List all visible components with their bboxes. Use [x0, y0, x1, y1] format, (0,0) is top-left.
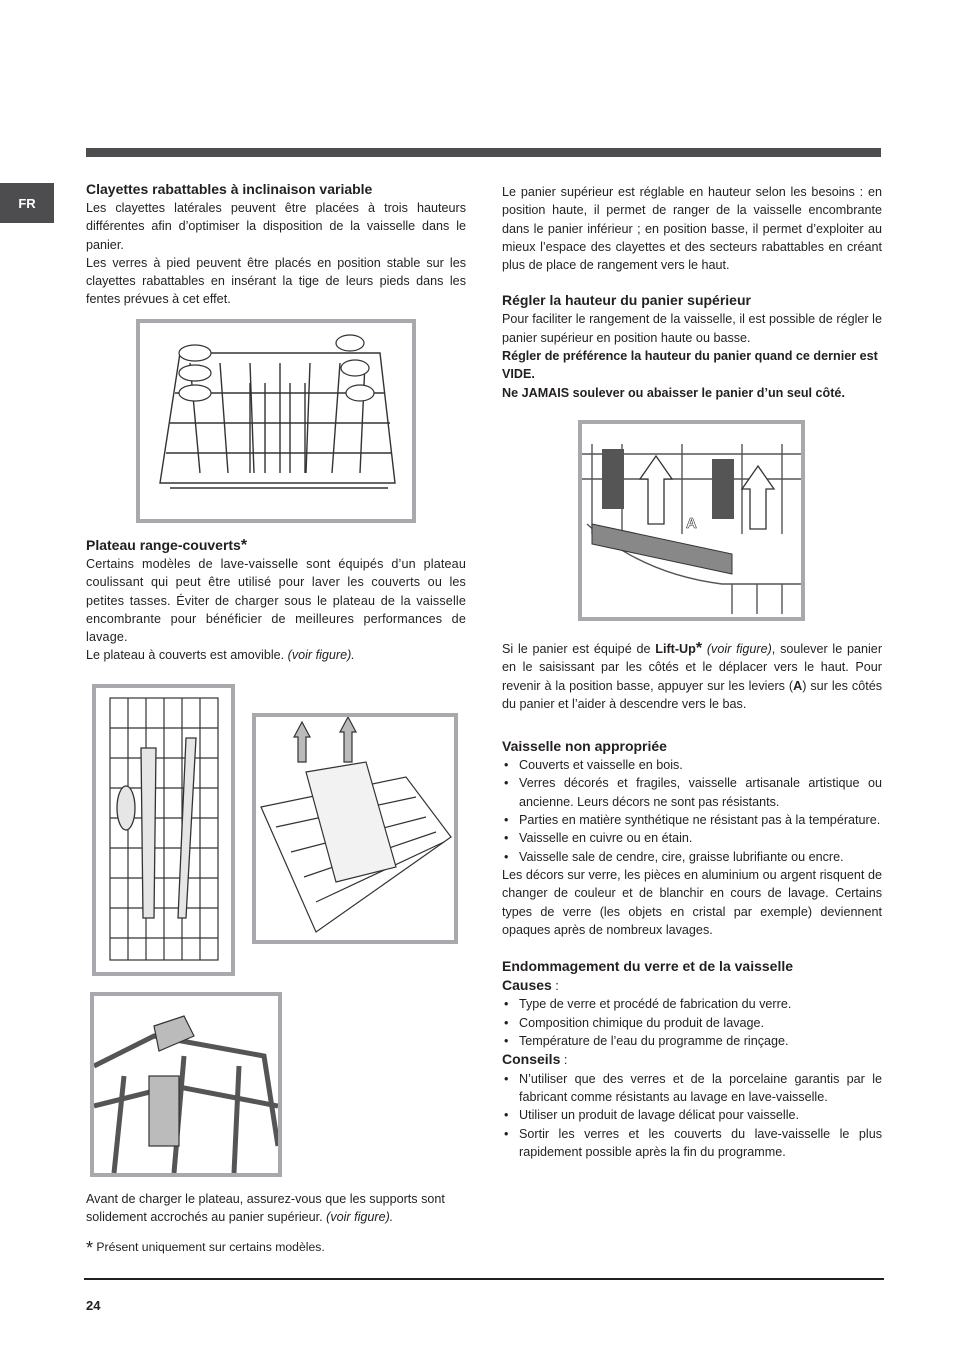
right-column-lower — [502, 640, 882, 1161]
footer-rule — [84, 1278, 884, 1280]
clayettes-paragraph-2: Les verres à pied peuvent être placés en position stable sur les clayettes rabattables en insérant la tige de leurs pieds dans les fentes prévues à cet effet. — [86, 255, 466, 307]
tray-supports-illustration — [94, 996, 278, 1173]
tray-note-paragraph: Avant de charger le plateau, assurez-vous que les supports sont solidement accrochés au panier supérieur. (voir figure). — [86, 1192, 445, 1225]
figure-cutlery-tray — [92, 684, 235, 976]
causes-list — [502, 995, 882, 1050]
list-item: • Température de l’eau du programme de rinçage. — [502, 1032, 882, 1050]
list-item: • Utiliser un produit de lavage délicat pour vaisselle. — [502, 1106, 882, 1124]
tray-removal-illustration — [256, 717, 454, 940]
lift-up-paragraph: Si le panier est équipé de Lift-Up* (voir figure), soulever le panier en le saisissant par les côtés et le déplacer vers le haut. Pour revenir à la position basse, appuyer sur les leviers (A) sur les côtés du panier et l’aider à descendre vers le bas. — [502, 640, 883, 711]
list-item: • N’utiliser que des verres et de la porcelaine garantis par le fabricant comme résistants au lavage en lave-vaisselle. — [502, 1070, 882, 1107]
list-item: • Type de verre et procédé de fabrication du verre. — [502, 995, 882, 1013]
section-title-height: Régler la hauteur du panier supérieur — [502, 292, 751, 309]
causes-heading: Causes : — [502, 977, 559, 994]
right-column — [502, 183, 882, 402]
lever-label-a: A — [686, 515, 697, 532]
list-item: • Sortir les verres et les couverts du lave-vaisselle le plus rapidement possible après la fin du programme. — [502, 1125, 882, 1162]
language-tab: FR — [0, 183, 54, 223]
basket-intro-paragraph: Le panier supérieur est réglable en hauteur selon les besoins : en position haute, il permet de ranger de la vaisselle encombrante dans le panier inférieur ; en position basse, il permet d’exploiter au mieux l’espace des clayettes et des secteurs rabattables en créant plus de place de rangement vers le haut. — [502, 185, 882, 273]
section-title-damage: Endommagement du verre et de la vaisselle — [502, 958, 794, 975]
section-title-plateau: Plateau range-couverts* — [86, 537, 248, 554]
height-warning-2: Ne JAMAIS soulever ou abaisser le panier d’un seul côté. — [502, 385, 845, 400]
tray-note — [86, 1190, 466, 1227]
section-title-unsuitable: Vaisselle non appropriée — [502, 738, 667, 755]
height-warning-1: Régler de préférence la hauteur du panier quand ce dernier est VIDE. — [502, 349, 878, 382]
left-column — [86, 180, 466, 309]
figure-tray-supports — [90, 992, 282, 1177]
clayettes-paragraph-1: Les clayettes latérales peuvent être placées à trois hauteurs différentes afin d’optimiser la disposition de la vaisselle dans le panier. — [86, 201, 466, 252]
figure-tray-removal — [252, 713, 458, 944]
footnote: * Présent uniquement sur certains modèles. — [86, 1238, 325, 1258]
height-paragraph: Pour faciliter le rangement de la vaisselle, il est possible de régler le panier supérieur en position haute ou basse. — [502, 312, 882, 345]
conseils-heading: Conseils : — [502, 1051, 568, 1068]
plateau-paragraph-2: Le plateau à couverts est amovible. (voir figure). — [86, 648, 355, 663]
cutlery-tray-illustration — [96, 688, 231, 972]
list-item: • Composition chimique du produit de lavage. — [502, 1014, 882, 1032]
list-item: • Parties en matière synthétique ne résistant pas à la température. — [502, 811, 882, 829]
list-item: • Vaisselle sale de cendre, cire, graisse lubrifiante ou encre. — [502, 848, 882, 866]
section-plateau — [86, 536, 466, 665]
basket-illustration — [140, 323, 412, 519]
unsuitable-paragraph: Les décors sur verre, les pièces en aluminium ou argent risquent de changer de couleur et de blanchir en cours de lavage. Certains types de verre (les objets en cristal par exemple) deviennent opaques après de nombreux lavages. — [502, 867, 882, 937]
conseils-list — [502, 1070, 882, 1161]
header-bar — [86, 148, 881, 157]
list-item: • Vaisselle en cuivre ou en étain. — [502, 829, 882, 847]
lift-up-illustration — [582, 424, 801, 617]
figure-foldable-shelves — [136, 319, 416, 523]
page-number: 24 — [86, 1298, 101, 1313]
section-title-clayettes: Clayettes rabattables à inclinaison variable — [86, 181, 373, 197]
list-item: • Verres décorés et fragiles, vaisselle artisanale artistique ou ancienne. Leurs décors ne sont pas résistants. — [502, 774, 882, 811]
figure-lift-up — [578, 420, 805, 621]
unsuitable-list — [502, 756, 882, 866]
list-item: • Couverts et vaisselle en bois. — [502, 756, 882, 774]
plateau-paragraph-1: Certains modèles de lave-vaisselle sont équipés d’un plateau coulissant qui peut être utilisé pour laver les couverts ou les petites tasses. Éviter de charger sous le plateau de la vaisselle encombrante pour bénéficier de meilleures performances de lavage. — [86, 557, 466, 645]
